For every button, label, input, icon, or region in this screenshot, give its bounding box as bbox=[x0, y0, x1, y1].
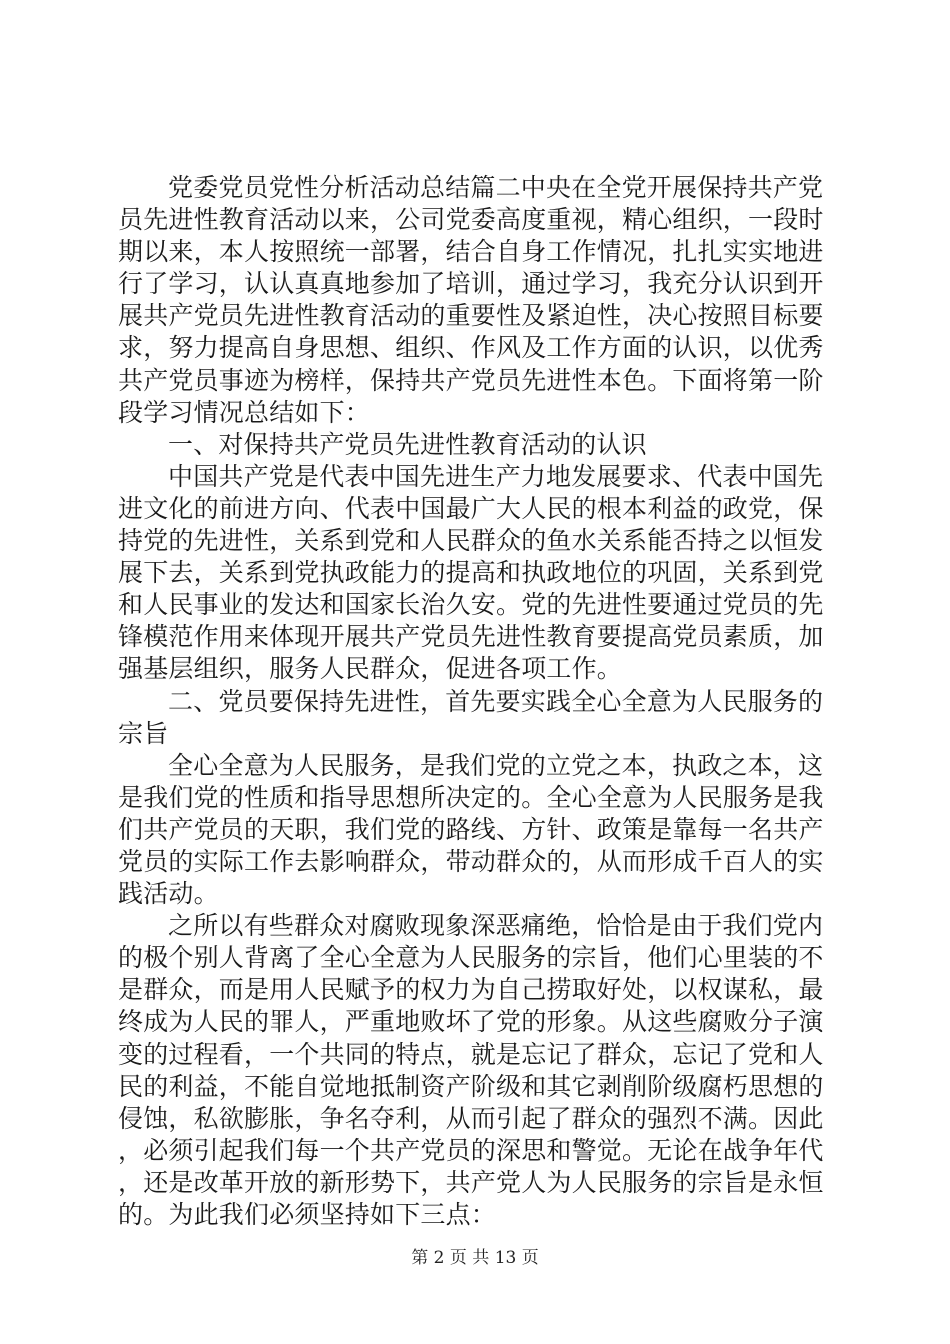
heading-section-one: 一、对保持共产党员先进性教育活动的认识 bbox=[168, 429, 647, 459]
page-footer: 第 2 页 共 13 页 bbox=[411, 1248, 539, 1268]
document-body bbox=[118, 172, 840, 1231]
paragraph-corruption: 之所以有些群众对腐败现象深恶痛绝，恰恰是由于我们党内的极个别人背离了全心全意为人民服务的宗旨，他们心里装的不是群众，而是用人民赋予的权力为自己捞取好处，以权谋私，最终成为人民的罪人，严重地败坏了党的形象。从这些腐败分子演变的过程看，一个共同的特点，就是忘记了群众，忘记了党和人民的利益，不能自觉地抵制资产阶级和其它剥削阶级腐朽思想的侵蚀，私欲膨胀，争名夺利，从而引起了群众的强烈不满。因此，必须引起我们每一个共产党员的深思和警觉。无论在战争年代，还是改革开放的新形势下，共产党人为人民服务的宗旨是永恒的。为此我们必须坚持如下三点： bbox=[118, 911, 824, 1229]
paragraph-section-one: 中国共产党是代表中国先进生产力地发展要求、代表中国先进文化的前进方向、代表中国最广大人民的根本利益的政党，保持党的先进性，关系到党和人民群众的鱼水关系能否持之以恒发展下去，关系到党执政能力的提高和执政地位的巩固，关系到党和人民事业的发达和国家长治久安。党的先进性要通过党员的先锋模范作用来体现开展共产党员先进性教育要提高党员素质，加强基层组织，服务人民群众，促进各项工作。 bbox=[118, 461, 824, 684]
heading-section-two: 二、党员要保持先进性，首先要实践全心全意为人民服务的宗旨 bbox=[118, 686, 824, 748]
paragraph-serve-people: 全心全意为人民服务，是我们党的立党之本，执政之本，这是我们党的性质和指导思想所决定的。全心全意为人民服务是我们共产党员的天职，我们党的路线、方针、政策是靠每一名共产党员的实际工作去影响群众，带动群众的，从而形成千百人的实践活动。 bbox=[118, 750, 824, 909]
paragraph-intro: 党委党员党性分析活动总结篇二中央在全党开展保持共产党员先进性教育活动以来，公司党委高度重视，精心组织，一段时期以来，本人按照统一部署，结合自身工作情况，扎扎实实地进行了学习，认认真真地参加了培训，通过学习，我充分认识到开展共产党员先进性教育活动的重要性及紧迫性，决心按照目标要求，努力提高自身思想、组织、作风及工作方面的认识，以优秀共产党员事迹为榜样，保持共产党员先进性本色。下面将第一阶段学习情况总结如下： bbox=[118, 173, 824, 427]
